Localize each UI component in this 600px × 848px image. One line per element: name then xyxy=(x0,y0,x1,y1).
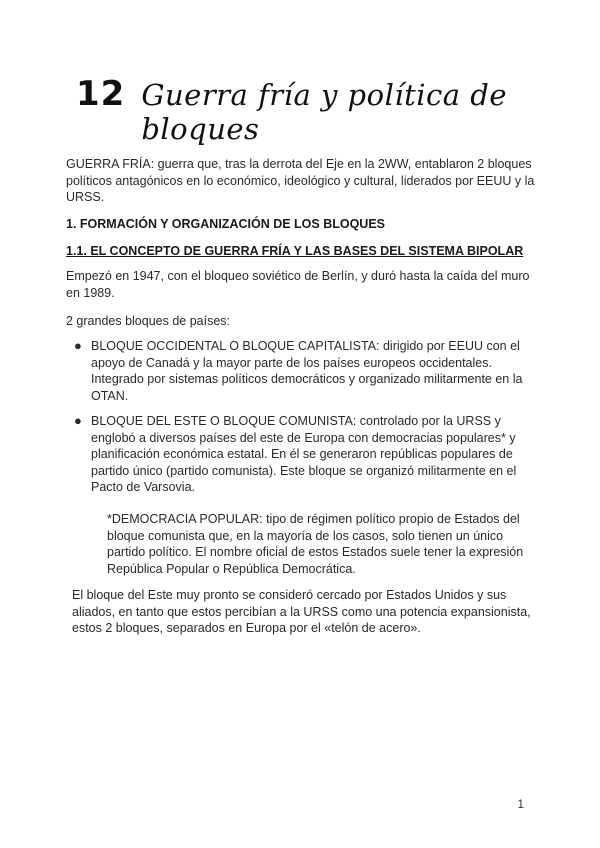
footnote-definition: *DEMOCRACIA POPULAR: tipo de régimen político propio de Estados del bloque comunista que, en la mayoría de los casos, solo tienen un único partido político. El nombre oficial de estos Estados suele tener la expresión República Popular o República Democrática. xyxy=(107,512,524,576)
list-item-text: BLOQUE OCCIDENTAL O BLOQUE CAPITALISTA: dirigido por EEUU con el apoyo de Canadá y la mayor parte de los países europeos occidentales. Integrado por sistemas políticos democráticos y organizado militarmente en la OTAN. xyxy=(91,339,523,403)
paragraph-blocks-intro: 2 grandes bloques de países: xyxy=(66,314,231,328)
list-item xyxy=(74,338,531,404)
closing-paragraph: El bloque del Este muy pronto se consideró cercado por Estados Unidos y sus aliados, en tanto que estos percibían a la URSS como una potencia expansionista, estos 2 bloques, separados en Europa por el «telón de acero». xyxy=(72,588,531,635)
list-item-text: BLOQUE DEL ESTE O BLOQUE COMUNISTA: controlado por la URSS y englobó a diversos países del este de Europa con democracias populares* y planificación económica estatal. En él se generaron repúblicas populares de partido único (partido comunista). Este bloque se organizó militarmente en el Pacto de Varsovia. xyxy=(91,414,517,494)
page-number: 1 xyxy=(517,797,524,811)
bullet-icon: ● xyxy=(74,413,82,428)
intro-paragraph: GUERRA FRÍA: guerra que, tras la derrota del Eje en la 2WW, entablaron 2 bloques políticos antagónicos en lo económico, ideológico y cultural, liderados por EEUU y la URSS. xyxy=(66,157,535,204)
bullet-icon: ● xyxy=(74,338,82,353)
paragraph-start-end: Empezó en 1947, con el bloqueo soviético de Berlín, y duró hasta la caída del muro en 1989. xyxy=(66,269,530,300)
section-heading: 1. FORMACIÓN Y ORGANIZACIÓN DE LOS BLOQUES xyxy=(66,217,386,231)
chapter-number: 12 xyxy=(76,74,126,114)
subsection-heading: 1.1. EL CONCEPTO DE GUERRA FRÍA Y LAS BASES DEL SISTEMA BIPOLAR xyxy=(66,244,524,258)
list-item xyxy=(74,413,531,496)
chapter-title: Guerra fría y política de bloques xyxy=(141,78,508,146)
page-title xyxy=(76,74,600,146)
